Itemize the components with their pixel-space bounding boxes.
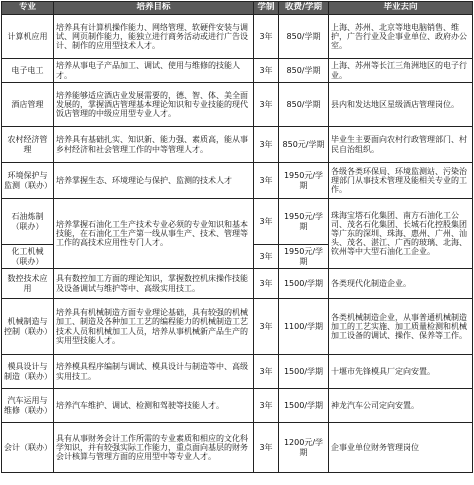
fee-cell: 1500/学期	[279, 355, 329, 389]
table-row	[2, 355, 473, 389]
major-cell: 电子电工	[2, 59, 54, 83]
major-cell: 化工机械（联办）	[2, 245, 54, 269]
table-row	[2, 15, 473, 59]
header-goal: 培养目标	[54, 2, 254, 15]
goal-cell: 培养模具程序编制与调试、模具设计与制造等中、高级实用技工。	[54, 355, 254, 389]
destination-cell: 各级各类环保局、环境监测站、污染治理部门从事技术管理及能相关专业的工作。	[329, 163, 473, 199]
years-cell: 3年	[254, 299, 279, 355]
fee-cell: 1100/学期	[279, 299, 329, 355]
table-header-row	[2, 2, 473, 15]
major-cell: 计算机应用	[2, 15, 54, 59]
fee-cell: 1500/学期	[279, 269, 329, 299]
destination-cell: 毕业生主要面向农村行政管理部门、村民自治组织。	[329, 127, 473, 163]
destination-cell: 县内和发达地区星级酒店管理岗位。	[329, 83, 473, 127]
major-cell: 会计（联办）	[2, 423, 54, 473]
table-row	[2, 389, 473, 423]
table-row	[2, 269, 473, 299]
destination-cell: 上海、苏州、北京等地电脑销售、维护，广告行业及企事业单位、政府办公室。	[329, 15, 473, 59]
destination-cell: 各类现代化制造企业。	[329, 269, 473, 299]
goal-cell: 培养具有计算机操作能力、网络管理、软硬件安装与调试、网页制作能力，能独立进行商务活动或进行广告设计、制作的应用型技术人才。	[54, 15, 254, 59]
years-cell: 3年	[254, 245, 279, 269]
years-cell: 3年	[254, 163, 279, 199]
goal-cell: 培养具有基础扎实、知识新、能力强、素质高，能从事乡村经济和社会管理工作的中等管理人才。	[54, 127, 254, 163]
header-destination: 毕业去向	[329, 2, 473, 15]
table-row	[2, 83, 473, 127]
years-cell: 3年	[254, 389, 279, 423]
major-cell: 数控技术应用	[2, 269, 54, 299]
major-cell: 农村经济管理	[2, 127, 54, 163]
destination-cell: 上海、苏州等长江三角洲地区的电子行业。	[329, 59, 473, 83]
fee-cell: 1950元/学期	[279, 245, 329, 269]
fee-cell: 850/学期	[279, 59, 329, 83]
fee-cell: 1950元/学期	[279, 199, 329, 245]
goal-cell: 培养汽车维护、调试、检测和驾驶等技能人才。	[54, 389, 254, 423]
header-fee: 收费/学期	[279, 2, 329, 15]
table-row	[2, 423, 473, 473]
goal-cell: 培养具有机械制造方面专业理论基础，具有较强的机械加工、制造及各种加工工艺的编程能力的机械制造工艺技术人员和机械加工人员，培养从事机械新产品生产的实用型技能人才。	[54, 299, 254, 355]
table-row	[2, 127, 473, 163]
fee-cell: 1200元/学期	[279, 423, 329, 473]
header-major: 专业	[2, 2, 54, 15]
program-table	[1, 1, 473, 473]
fee-cell: 850元/学期	[279, 127, 329, 163]
fee-cell: 850/学期	[279, 83, 329, 127]
destination-cell: 十堰市先锋模具厂定向安置。	[329, 355, 473, 389]
major-cell: 环境保护与监测（联办）	[2, 163, 54, 199]
years-cell: 3年	[254, 269, 279, 299]
years-cell: 3年	[254, 59, 279, 83]
major-cell: 模具设计与制造（联办）	[2, 355, 54, 389]
major-cell: 石油炼制（联办）	[2, 199, 54, 245]
years-cell: 3年	[254, 83, 279, 127]
major-cell: 汽车运用与维修（联办）	[2, 389, 54, 423]
header-years: 学制	[254, 2, 279, 15]
goal-cell: 培养从事电子产品加工、调试、使用与维修的技能人才。	[54, 59, 254, 83]
goal-cell: 培养掌握石油化工生产技术专业必须的专业知识和基本技能，在石油化工生产第一线从事生产、技术、管理等工作的高技术应用性专门人才。	[54, 199, 254, 269]
table-row	[2, 299, 473, 355]
table-row	[2, 59, 473, 83]
goal-cell: 具有数控加工方面的理论知识，掌握数控机床操作技能及设备调试与维护等中、高级实用技工。	[54, 269, 254, 299]
years-cell: 3年	[254, 199, 279, 245]
fee-cell: 1500/学期	[279, 389, 329, 423]
years-cell: 3年	[254, 423, 279, 473]
goal-cell: 培养能够适应酒店业发展需要的，德、智、体、美全面发展的，掌握酒店管理基本理论知识和专业技能的现代饭店管理的中级应用型专业人才。	[54, 83, 254, 127]
goal-cell: 具有从事财务会计工作所需的专业素质和相应的文化科学知识，并有较强实际工作能力，重点面向基层的财务会计核算与管理方面的应用型中等专业人才。	[54, 423, 254, 473]
table-row	[2, 163, 473, 199]
years-cell: 3年	[254, 15, 279, 59]
major-cell: 机械制造与控制（联办）	[2, 299, 54, 355]
major-cell: 酒店管理	[2, 83, 54, 127]
years-cell: 3年	[254, 127, 279, 163]
destination-cell: 珠海宝塔石化集团、南方石油化工公司、茂名石化集团、长城石化控股集团等广东的深圳、珠海、惠州、广州、汕头、茂名、湛江、广西的玻璃、北海、钦州等中大型石油化工企业。	[329, 199, 473, 269]
fee-cell: 1950元/学期	[279, 163, 329, 199]
destination-cell: 各类机械制造企业，从事普通机械制造加工的工艺实施、加工质量检测和机械加工设备的调试、操作、保养等工作。	[329, 299, 473, 355]
table-row	[2, 199, 473, 245]
goal-cell: 培养掌握生态、环境理论与保护、监测的技术人才	[54, 163, 254, 199]
destination-cell: 神龙汽车公司定向安置。	[329, 389, 473, 423]
years-cell: 3年	[254, 355, 279, 389]
destination-cell: 企事业单位财务管理岗位	[329, 423, 473, 473]
fee-cell: 850/学期	[279, 15, 329, 59]
